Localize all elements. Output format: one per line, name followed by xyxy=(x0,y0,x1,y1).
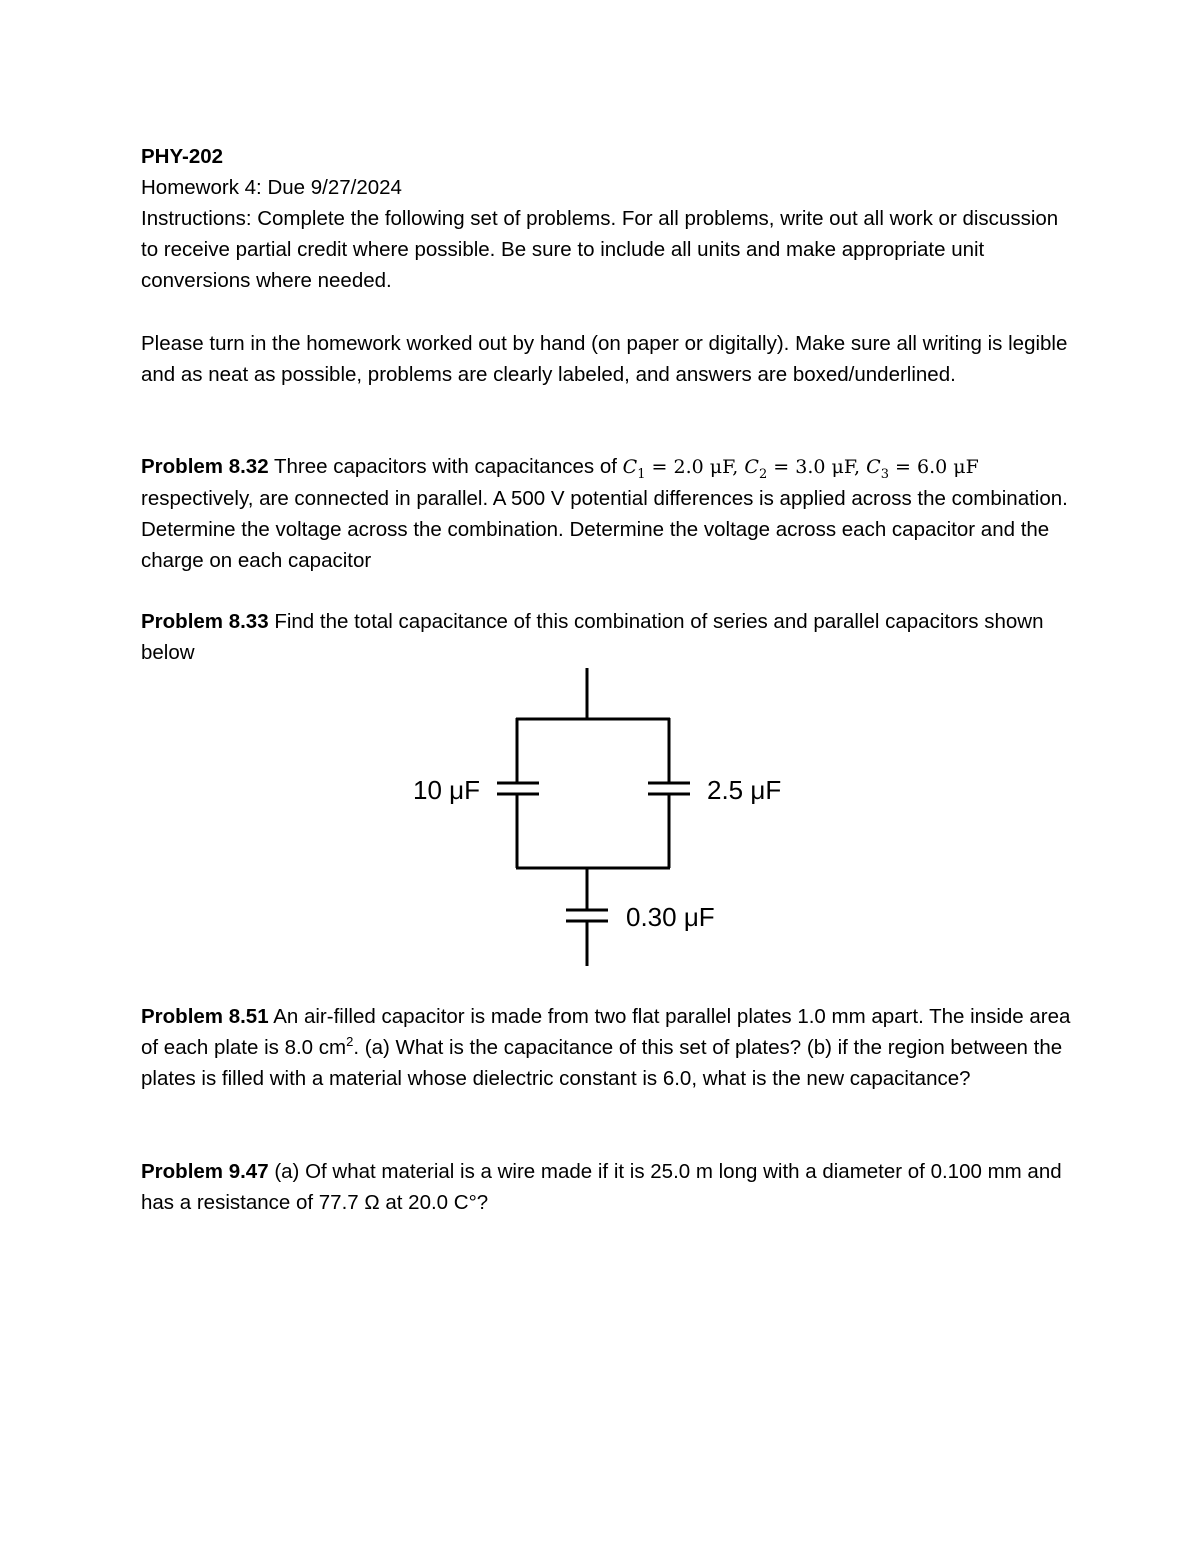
problem-text-rest: respectively, are connected in parallel. A 500 V potential differences is applied across the combination. Determine the voltage across the combination. Determine the voltage across each capacitor and the charge on each capacitor xyxy=(141,487,1068,572)
problem-8-51 xyxy=(141,1001,1076,1094)
problem-label: Problem 8.51 xyxy=(141,1005,269,1028)
problem-label: Problem 9.47 xyxy=(141,1160,269,1183)
capacitor-circuit-diagram xyxy=(380,662,820,972)
math-c1: $C_1 = 2.0$ μF, xyxy=(622,456,739,482)
problem-8-33 xyxy=(141,606,1076,668)
instructions-paragraph: Instructions: Complete the following set of problems. For all problems, write out all work or discussion to receive partial credit where possible. Be sure to include all units and make appropriate unit conversions where needed. xyxy=(141,207,1059,292)
left-capacitor-label: 10 μF xyxy=(412,775,480,805)
problem-8-32 xyxy=(141,451,1076,576)
problem-text: An air-filled capacitor is made from two flat parallel plates 1.0 mm apart. The inside area of each plate is 8.0 cm xyxy=(141,1005,1071,1059)
problem-label: Problem 8.33 xyxy=(141,610,269,633)
problem-label: Problem 8.32 xyxy=(141,455,269,478)
problem-text: Find the total capacitance of this combination of series and parallel capacitors shown below xyxy=(141,610,1044,664)
math-c3: $C_3 = 6.0$ μF xyxy=(866,456,979,482)
homework-title: Homework 4: Due 9/27/2024 xyxy=(141,176,402,199)
turn-in-paragraph: Please turn in the homework worked out by hand (on paper or digitally). Make sure all writing is legible and as neat as possible, problems are clearly labeled, and answers are boxed/underlined. xyxy=(141,332,1068,386)
bottom-capacitor-label: 0.30 μF xyxy=(626,902,715,932)
problem-9-47 xyxy=(141,1156,1076,1218)
math-c2: $C_2 = 3.0$ μF, xyxy=(744,456,861,482)
problem-text-rest: . (a) What is the capacitance of this set of plates? (b) if the region between the plates is filled with a material whose dielectric constant is 6.0, what is the new capacitance? xyxy=(141,1036,1063,1090)
superscript-two: 2 xyxy=(346,1034,354,1050)
right-capacitor-label: 2.5 μF xyxy=(707,775,782,805)
problem-text: Three capacitors with capacitances of xyxy=(273,455,617,478)
problem-text: (a) Of what material is a wire made if it is 25.0 m long with a diameter of 0.100 mm and has a resistance of 77.7 Ω at 20.0 C°? xyxy=(141,1160,1062,1214)
course-code: PHY-202 xyxy=(141,145,224,168)
